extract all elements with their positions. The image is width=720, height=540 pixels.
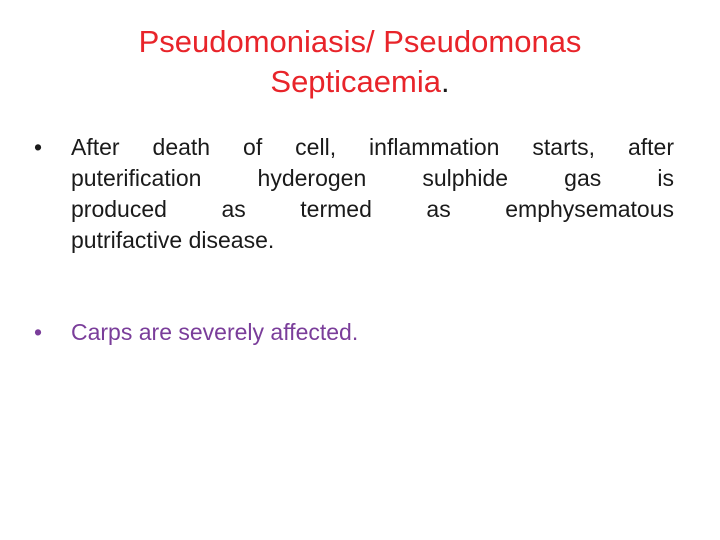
title-line-2-text: Septicaemia — [270, 64, 441, 99]
bullet-1-line-4: putrifactive disease. — [71, 227, 275, 253]
bullet-item-2 — [34, 317, 674, 348]
title-period: . — [440, 64, 450, 99]
bullet-item-1 — [34, 132, 674, 256]
bullet-list — [34, 132, 674, 348]
bullet-marker: • — [34, 319, 43, 345]
title-line-2 — [60, 62, 660, 102]
bullet-marker: • — [34, 134, 43, 160]
title-line-1: Pseudomoniasis/ Pseudomonas — [138, 24, 582, 59]
bullet-1-line-1: After death of cell, inflammation starts, after — [71, 134, 674, 160]
bullet-2-line-1: Carps are severely affected. — [71, 319, 359, 345]
bullet-1-line-2: puterification hyderogen sulphide gas is — [71, 165, 674, 191]
bullet-1-line-3: produced as termed as emphysematous — [71, 196, 674, 222]
slide-title — [60, 22, 660, 102]
